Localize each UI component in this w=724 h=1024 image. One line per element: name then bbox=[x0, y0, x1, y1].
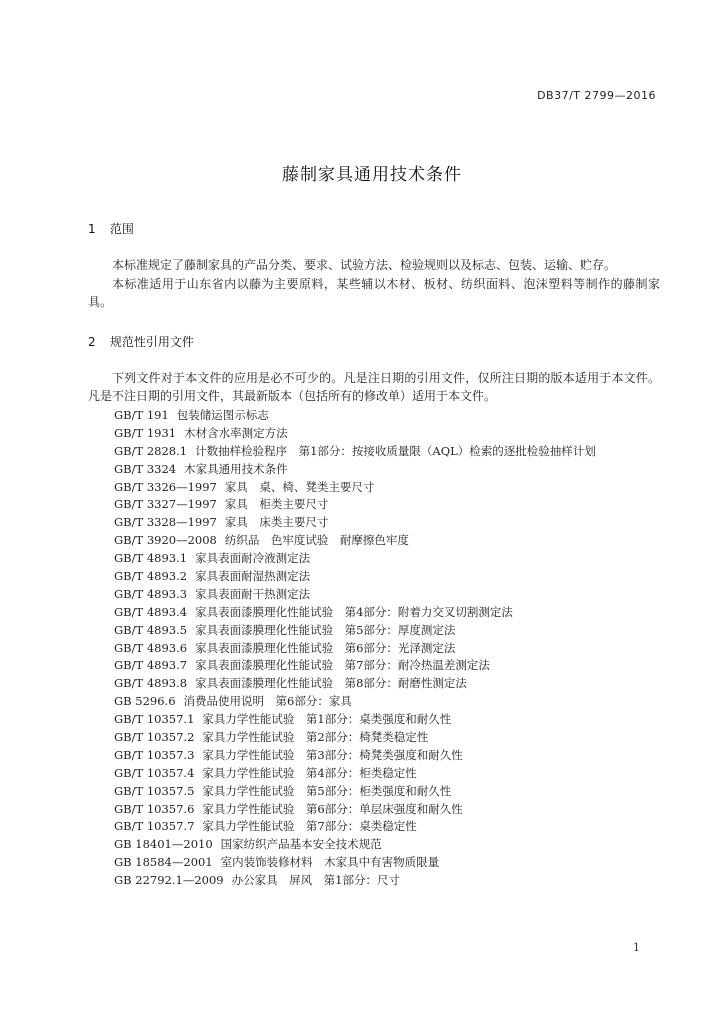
reference-code: GB/T 10357.2 bbox=[114, 730, 195, 745]
reference-item bbox=[114, 747, 596, 765]
reference-code: GB/T 4893.6 bbox=[114, 640, 188, 655]
reference-item bbox=[114, 836, 596, 854]
reference-item bbox=[114, 514, 596, 532]
reference-title: 办公家具 屏风 第1部分：尺寸 bbox=[231, 873, 400, 888]
reference-title: 家具 桌、椅、凳类主要尺寸 bbox=[224, 479, 375, 494]
reference-title: 家具表面耐冷液测定法 bbox=[195, 551, 311, 566]
reference-code: GB/T 10357.1 bbox=[114, 712, 195, 727]
reference-title: 室内装饰装修材料 木家具中有害物质限量 bbox=[220, 855, 440, 870]
reference-title: 家具 柜类主要尺寸 bbox=[224, 497, 329, 512]
reference-title: 家具力学性能试验 第1部分：桌类强度和耐久性 bbox=[202, 712, 452, 727]
reference-title: 家具表面耐湿热测定法 bbox=[195, 569, 311, 584]
reference-title: 家具力学性能试验 第2部分：椅凳类稳定性 bbox=[202, 730, 429, 745]
section-title: 规范性引用文件 bbox=[109, 335, 194, 349]
reference-item bbox=[114, 443, 596, 461]
section-title: 范围 bbox=[109, 222, 134, 236]
reference-title: 包装储运图示标志 bbox=[176, 408, 269, 422]
reference-item bbox=[114, 461, 596, 479]
standard-code: DB37/T 2799—2016 bbox=[537, 89, 656, 102]
reference-item bbox=[114, 765, 596, 783]
reference-title: 家具表面漆膜理化性能试验 第4部分：附着力交叉切割测定法 bbox=[195, 604, 513, 619]
reference-code: GB/T 3326—1997 bbox=[114, 479, 217, 494]
reference-title: 国家纺织产品基本安全技术规范 bbox=[220, 837, 382, 852]
reference-code: GB/T 4893.7 bbox=[114, 658, 188, 673]
reference-item bbox=[114, 550, 596, 568]
reference-item bbox=[114, 675, 596, 693]
reference-item bbox=[114, 711, 596, 729]
page-number: 1 bbox=[633, 941, 640, 954]
reference-code: GB 18584—2001 bbox=[114, 855, 213, 870]
reference-title: 家具表面耐干热测定法 bbox=[195, 586, 311, 601]
reference-code: GB/T 4893.2 bbox=[114, 569, 188, 584]
reference-title: 家具表面漆膜理化性能试验 第6部分：光泽测定法 bbox=[195, 640, 456, 655]
reference-code: GB/T 10357.3 bbox=[114, 747, 195, 762]
reference-code: GB/T 10357.4 bbox=[114, 765, 195, 780]
reference-code: GB 18401—2010 bbox=[114, 837, 213, 852]
reference-item bbox=[114, 496, 596, 514]
reference-title: 家具力学性能试验 第7部分：桌类稳定性 bbox=[202, 819, 417, 834]
reference-item bbox=[114, 872, 596, 890]
section-heading-scope bbox=[88, 220, 134, 237]
reference-title: 家具力学性能试验 第4部分：柜类稳定性 bbox=[202, 765, 417, 780]
section-number: 1 bbox=[88, 222, 96, 236]
reference-title: 计数抽样检验程序 第1部分：按接收质量限（AQL）检索的逐批检验抽样计划 bbox=[195, 443, 596, 458]
reference-title: 家具表面漆膜理化性能试验 第7部分：耐冷热温差测定法 bbox=[195, 658, 490, 673]
reference-code: GB 22792.1—2009 bbox=[114, 873, 224, 888]
reference-code: GB/T 10357.7 bbox=[114, 819, 195, 834]
reference-title: 家具力学性能试验 第5部分：柜类强度和耐久性 bbox=[202, 783, 452, 798]
reference-title: 家具表面漆膜理化性能试验 第8部分：耐磨性测定法 bbox=[195, 676, 467, 691]
scope-paragraph-2: 本标准适用于山东省内以藤为主要原料，某些辅以木材、板材、纺织面料、泡沫塑料等制作的藤制家具。 bbox=[88, 277, 660, 309]
reference-item bbox=[114, 693, 596, 711]
reference-code: GB/T 2828.1 bbox=[114, 443, 188, 458]
reference-code: GB/T 3920—2008 bbox=[114, 533, 217, 548]
reference-item bbox=[114, 640, 596, 658]
reference-code: GB/T 3327—1997 bbox=[114, 497, 217, 512]
references-intro-paragraph: 下列文件对于本文件的应用是必不可少的。凡是注日期的引用文件，仅所注日期的版本适用于本文件。凡是不注日期的引用文件，其最新版本（包括所有的修改单）适用于本文件。 bbox=[88, 371, 660, 403]
reference-code: GB/T 10357.5 bbox=[114, 783, 195, 798]
reference-title: 家具力学性能试验 第6部分：单层床强度和耐久性 bbox=[202, 801, 463, 816]
reference-list bbox=[114, 407, 596, 890]
reference-item bbox=[114, 657, 596, 675]
reference-code: GB/T 1931 bbox=[114, 425, 177, 440]
reference-title: 消费品使用说明 第6部分：家具 bbox=[183, 694, 352, 709]
reference-item bbox=[114, 818, 596, 836]
reference-item bbox=[114, 801, 596, 819]
reference-code: GB/T 4893.8 bbox=[114, 676, 188, 691]
section-number: 2 bbox=[88, 335, 96, 349]
reference-code: GB/T 191 bbox=[114, 408, 169, 422]
reference-title: 纺织品 色牢度试验 耐摩擦色牢度 bbox=[224, 533, 409, 548]
reference-title: 家具 床类主要尺寸 bbox=[224, 515, 329, 530]
document-title: 藤制家具通用技术条件 bbox=[282, 165, 462, 185]
reference-item bbox=[114, 407, 596, 425]
reference-item bbox=[114, 783, 596, 801]
reference-item bbox=[114, 532, 596, 550]
reference-item bbox=[114, 854, 596, 872]
reference-item bbox=[114, 586, 596, 604]
reference-title: 家具表面漆膜理化性能试验 第5部分：厚度测定法 bbox=[195, 622, 456, 637]
reference-code: GB/T 4893.3 bbox=[114, 586, 188, 601]
reference-title: 木材含水率测定方法 bbox=[184, 425, 288, 440]
reference-code: GB/T 4893.1 bbox=[114, 551, 188, 566]
reference-title: 木家具通用技术条件 bbox=[184, 461, 288, 476]
reference-item bbox=[114, 479, 596, 497]
reference-item bbox=[114, 604, 596, 622]
reference-code: GB/T 3328—1997 bbox=[114, 515, 217, 530]
reference-item bbox=[114, 568, 596, 586]
section-heading-normative-references bbox=[88, 333, 194, 350]
scope-paragraph-1: 本标准规定了藤制家具的产品分类、要求、试验方法、检验规则以及标志、包装、运输、贮存。 bbox=[112, 258, 617, 272]
reference-code: GB/T 10357.6 bbox=[114, 801, 195, 816]
reference-code: GB/T 4893.4 bbox=[114, 604, 188, 619]
reference-item bbox=[114, 425, 596, 443]
reference-item bbox=[114, 622, 596, 640]
reference-code: GB/T 3324 bbox=[114, 461, 177, 476]
reference-code: GB 5296.6 bbox=[114, 694, 176, 709]
reference-item bbox=[114, 729, 596, 747]
reference-title: 家具力学性能试验 第3部分：椅凳类强度和耐久性 bbox=[202, 747, 463, 762]
reference-code: GB/T 4893.5 bbox=[114, 622, 188, 637]
